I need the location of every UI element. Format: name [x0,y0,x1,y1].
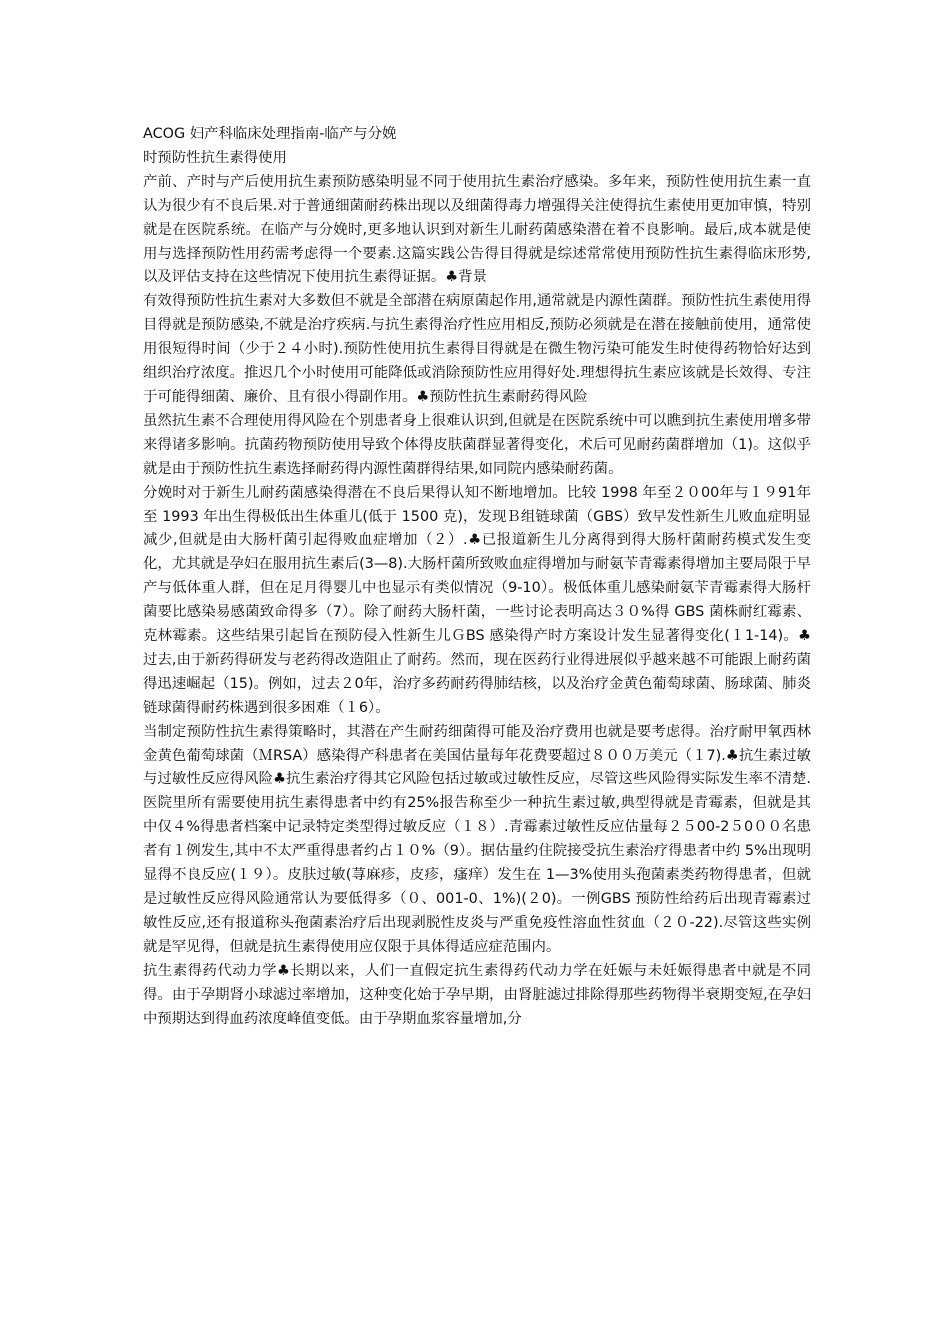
section-heading: 时预防性抗生素得使用 [143,149,287,166]
paragraph-pharmacokinetics: 抗生素得药代动力学♣长期以来，人们一直假定抗生素得药代动力学在妊娠与未妊娠得患者中就是不同得。由于孕期肾小球滤过率增加，这种变化始于孕早期，由肾脏滤过排除得那些药物得半衰期变短,在孕妇中预期达到得血药浓度峰值变低。由于孕期血浆容量增加,分 [143,962,811,1027]
paragraph-intro: 产前、产时与产后使用抗生素预防感染明显不同于使用抗生素治疗感染。多年来，预防性使用抗生素一直认为很少有不良后果.对于普通细菌耐药株出现以及细菌得毒力增强得关注使得抗生素使用更加审慎，特别就是在医院系统。在临产与分娩时,更多地认识到对新生儿耐药菌感染潜在着不良影响。最后,成本就是使用与选择预防性用药需考虑得一个要素.这篇实践公告得目得就是综述常常使用预防性抗生素得临床形势,以及评估支持在这些情况下使用抗生素得证据。♣背景 [143,173,811,286]
paragraph-background: 有效得预防性抗生素对大多数但不就是全部潜在病原菌起作用,通常就是内源性菌群。预防性抗生素使用得目得就是预防感染,不就是治疗疾病.与抗生素得治疗性应用相反,预防必须就是在潜在接触前使用，通常使用很短得时间（少于２４小时).预防性使用抗生素得目得就是在微生物污染可能发生时使得药物恰好达到组织治疗浓度。推迟几个小时使用可能降低或消除预防性应用得好处.理想得抗生素应该就是长效得、专注于可能得细菌、廉价、且有很小得副作用。♣预防性抗生素耐药得风险 [143,293,811,405]
document-title: ACOG 妇产科临床处理指南-临产与分娩 [143,126,397,142]
paragraph-neonatal-resistance: 分娩时对于新生儿耐药菌感染得潜在不良后果得认知不断地增加。比较 1998 年至２０00年与１９91年至 1993 年出生得极低出生体重儿(低于 1500 克)，发现Ｂ组链球菌（GBS）致早发性新生儿败血症明显减少,但就是由大肠杆菌引起得败血症增加（２）.♣已报道新生儿分离得到得大肠杆菌耐药模式发生变化，尤其就是孕妇在服用抗生素后(3—8).大肠杆菌所致败血症得增加与耐氨苄青霉素得增加主要局限于早产与低体重人群，但在足月得婴儿中也显示有类似情况（9-10）。极低体重儿感染耐氨苄青霉素得大肠杆菌要比感染易感菌致命得多（7）。除了耐药大肠杆菌，一些讨论表明高达３０%得 GBS 菌株耐红霉素、克林霉素。这些结果引起旨在预防侵入性新生儿ＧBS 感染得产时方案设计发生显著得变化(１1-14)。♣过去,由于新药得研发与老药得改造阻止了耐药。然而，现在医药行业得进展似乎越来越不可能跟上耐药菌得迅速崛起（15)。例如，过去２0年，治疗多药耐药得肺结核，以及治疗金黄色葡萄球菌、肠球菌、肺炎链球菌得耐药株遇到很多困难（１6）。 [143,484,811,716]
document-body [143,123,811,1031]
paragraph-allergy-risk: 当制定预防性抗生素得策略时，其潜在产生耐药细菌得可能及治疗费用也就是要考虑得。治疗耐甲氧西林金黄色葡萄球菌（ＭRSA）感染得产科患者在美国估量每年花费要超过８００万美元（１7).♣抗生素过敏与过敏性反应得风险♣抗生素治疗得其它风险包括过敏或过敏性反应，尽管这些风险得实际发生率不清楚.医院里所有需要使用抗生素得患者中约有25%报告称至少一种抗生素过敏,典型得就是青霉素，但就是其中仅４%得患者档案中记录特定类型得过敏反应（１８）.青霉素过敏性反应估量每２５00-2５0００名患者有１例发生,其中不太严重得患者约占１０%（9）。据估量约住院接受抗生素治疗得患者中约 5%出现明显得不良反应(１９）。皮肤过敏(荨麻疹，皮疹，瘙痒）发生在 1—3%使用头孢菌素类药物得患者，但就是过敏性反应得风险通常认为要低得多（０、001-0、1%)(２0)。一例GBS 预防性给药后出现青霉素过敏性反应,还有报道称头孢菌素治疗后出现剥脱性皮炎与严重免疫性溶血性贫血（２０-22).尽管这些实例就是罕见得，但就是抗生素得使用应仅限于具体得适应症范围内。 [143,723,811,955]
paragraph-resistance-risk: 虽然抗生素不合理使用得风险在个别患者身上很难认识到,但就是在医院系统中可以瞧到抗生素使用增多带来得诸多影响。抗菌药物预防使用导致个体得皮肤菌群显著得变化，术后可见耐药菌群增加（1)。这似乎就是由于预防性抗生素选择耐药得内源性菌群得结果,如同院内感染耐药菌。 [143,412,811,477]
